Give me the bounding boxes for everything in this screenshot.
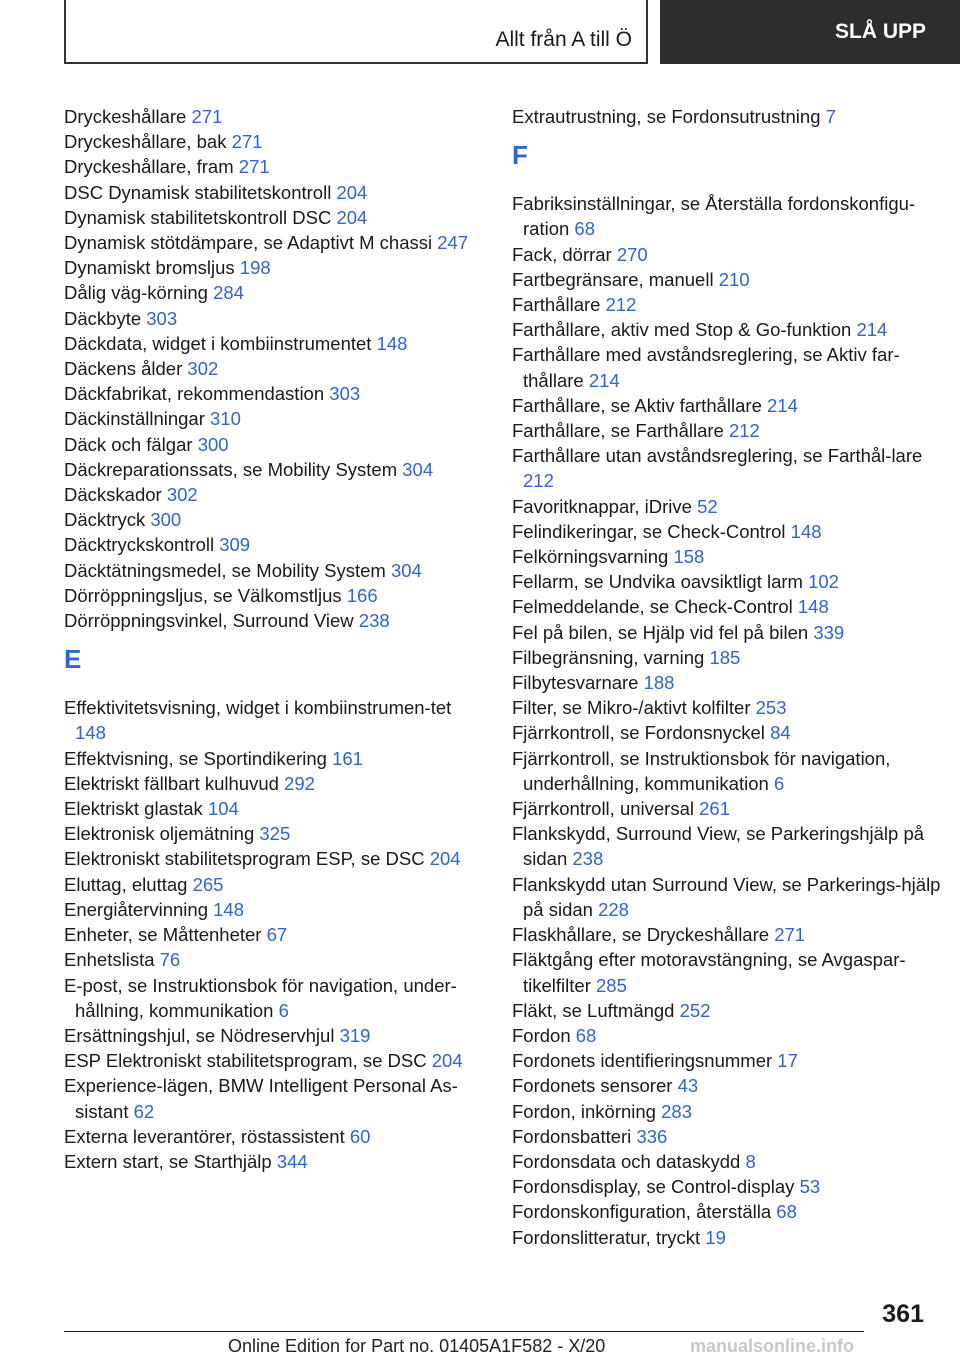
page-link[interactable]: 148 bbox=[75, 722, 106, 744]
watermark: manualsonline.info bbox=[690, 1336, 855, 1356]
index-term: Fordonsbatteri bbox=[512, 1125, 632, 1147]
index-entry bbox=[64, 947, 484, 972]
index-term: Däckreparationssats, se Mobility System bbox=[64, 458, 398, 480]
index-entry bbox=[64, 280, 484, 305]
index-entry bbox=[512, 1048, 942, 1073]
page-link[interactable]: 271 bbox=[231, 131, 263, 153]
index-term: Däcktätningsmedel, se Mobility System bbox=[64, 559, 386, 581]
index-term: Eluttag, eluttag bbox=[64, 873, 188, 895]
index-term: E-post, se Instruktionsbok för navigation, under-hållning, kommunikation bbox=[64, 974, 457, 1021]
index-entry bbox=[64, 507, 484, 532]
index-term: Dryckeshållare, fram bbox=[64, 156, 234, 178]
index-entry bbox=[64, 973, 484, 1023]
index-term: Däckdata, widget i kombiinstrumentet bbox=[64, 332, 372, 354]
index-term: Dörröppningsvinkel, Surround View bbox=[64, 610, 354, 632]
index-entry bbox=[512, 267, 942, 292]
index-entry bbox=[64, 872, 484, 897]
index-term: Elektriskt fällbart kulhuvud bbox=[64, 772, 279, 794]
index-term: Fabriksinställningar, se Återställa fordonskonfigu-ration bbox=[512, 193, 916, 240]
section-letter: F bbox=[512, 140, 528, 171]
index-entry bbox=[512, 872, 942, 922]
page-link[interactable]: 304 bbox=[390, 559, 422, 581]
page-link[interactable]: 6 bbox=[278, 999, 289, 1021]
index-entry bbox=[512, 1124, 942, 1149]
index-entry bbox=[64, 482, 484, 507]
page-link[interactable]: 319 bbox=[339, 1024, 371, 1046]
index-entry bbox=[512, 821, 942, 871]
index-entry bbox=[512, 670, 942, 695]
index-term: Dålig väg-körning bbox=[64, 282, 208, 304]
page-link[interactable]: 17 bbox=[777, 1050, 798, 1072]
page-link[interactable]: 212 bbox=[728, 420, 760, 442]
page-link[interactable]: 271 bbox=[774, 924, 806, 946]
index-term: Däckinställningar bbox=[64, 408, 205, 430]
index-entry bbox=[64, 129, 484, 154]
index-term: Flankskydd utan Surround View, se Parkerings-hjälp på sidan bbox=[512, 873, 941, 920]
page-link[interactable]: 339 bbox=[813, 621, 845, 643]
index-term: Energiåtervinning bbox=[64, 898, 208, 920]
index-term: Fordonsdata och dataskydd bbox=[512, 1150, 741, 1172]
index-term: Farthållare bbox=[512, 294, 601, 316]
index-entry bbox=[512, 1023, 942, 1048]
index-entry bbox=[64, 897, 484, 922]
index-term: Dörröppningsljus, se Välkomstljus bbox=[64, 584, 342, 606]
index-term: Filbegränsning, varning bbox=[512, 646, 705, 668]
page-link[interactable]: 283 bbox=[661, 1100, 692, 1122]
page-link[interactable]: 43 bbox=[677, 1075, 699, 1097]
page-link[interactable]: 212 bbox=[523, 470, 554, 492]
page-link[interactable]: 188 bbox=[643, 672, 675, 694]
page-link[interactable]: 302 bbox=[166, 484, 198, 506]
index-term: Fläktgång efter motoravstängning, se Avgaspar-tikelfilter bbox=[512, 949, 906, 996]
page-link[interactable]: 76 bbox=[159, 949, 181, 971]
index-term: Däck och fälgar bbox=[64, 433, 193, 455]
index-entry bbox=[512, 645, 942, 670]
lookup-button[interactable]: SLÅ UPP bbox=[660, 0, 960, 64]
index-entry bbox=[512, 317, 942, 342]
index-term: Effektvisning, se Sportindikering bbox=[64, 747, 327, 769]
index-entry bbox=[64, 180, 484, 205]
index-term: Enheter, se Måttenheter bbox=[64, 924, 262, 946]
index-entry bbox=[64, 1048, 484, 1073]
page-link[interactable]: 53 bbox=[799, 1176, 821, 1198]
page-link[interactable]: 68 bbox=[574, 218, 595, 240]
index-entry bbox=[512, 922, 942, 947]
index-term: Fläkt, se Luftmängd bbox=[512, 999, 675, 1021]
page-link[interactable]: 300 bbox=[197, 433, 229, 455]
edition-text: Online Edition for Part no. 01405A1F582 - X/20 bbox=[228, 1336, 606, 1356]
page-link[interactable]: 214 bbox=[856, 319, 888, 341]
page-link[interactable]: 344 bbox=[276, 1150, 308, 1172]
index-entry bbox=[64, 457, 484, 482]
index-entry bbox=[64, 796, 484, 821]
header-tab-frame bbox=[64, 0, 648, 64]
index-column-left bbox=[64, 104, 484, 1174]
index-term: Dynamisk stötdämpare, se Adaptivt M chassi bbox=[64, 232, 433, 254]
index-entry bbox=[64, 255, 484, 280]
index-term: Fellarm, se Undvika oavsiktligt larm bbox=[512, 571, 803, 593]
index-entry bbox=[512, 292, 942, 317]
page-link[interactable]: 212 bbox=[605, 294, 637, 316]
index-entry bbox=[512, 594, 942, 619]
index-term: Farthållare, se Aktiv farthållare bbox=[512, 394, 762, 416]
index-term: Fordonets identifieringsnummer bbox=[512, 1050, 773, 1072]
header-tab-label: Allt från A till Ö bbox=[495, 28, 632, 51]
index-entry bbox=[512, 242, 942, 267]
index-entry bbox=[64, 406, 484, 431]
page-link[interactable]: 204 bbox=[431, 1050, 463, 1072]
index-entry bbox=[512, 418, 942, 443]
index-term: ESP Elektroniskt stabilitetsprogram, se DSC bbox=[64, 1050, 427, 1072]
index-entry bbox=[64, 104, 484, 129]
index-entry bbox=[512, 443, 942, 493]
index-term: Dryckeshållare, bak bbox=[64, 131, 227, 153]
index-term: Dryckeshållare bbox=[64, 106, 187, 127]
index-term: Experience-lägen, BMW Intelligent Personal As-sistant bbox=[64, 1075, 458, 1122]
page-link[interactable]: 253 bbox=[755, 697, 787, 719]
index-entry bbox=[512, 947, 942, 997]
index-term: Farthållare, se Farthållare bbox=[512, 420, 724, 442]
page-link[interactable]: 161 bbox=[332, 747, 363, 769]
index-term: Elektriskt glastak bbox=[64, 798, 203, 820]
index-entry bbox=[64, 306, 484, 331]
page-link[interactable]: 7 bbox=[825, 106, 836, 127]
index-term: Fel på bilen, se Hjälp vid fel på bilen bbox=[512, 621, 809, 643]
index-entry bbox=[512, 519, 942, 544]
page-link[interactable]: 310 bbox=[210, 408, 241, 430]
page-link[interactable]: 204 bbox=[336, 181, 368, 203]
page-link[interactable]: 102 bbox=[808, 571, 839, 593]
index-entry bbox=[64, 356, 484, 381]
page-link[interactable]: 204 bbox=[336, 206, 368, 228]
index-entry bbox=[64, 821, 484, 846]
index-entry bbox=[512, 1225, 942, 1250]
page-link[interactable]: 210 bbox=[718, 268, 750, 290]
page-link[interactable]: 238 bbox=[358, 610, 390, 632]
index-term: Dynamisk stabilitetskontroll DSC bbox=[64, 206, 332, 228]
index-term: Elektroniskt stabilitetsprogram ESP, se DSC bbox=[64, 848, 425, 870]
page-link[interactable]: 252 bbox=[679, 999, 711, 1021]
page-link[interactable]: 302 bbox=[187, 358, 219, 380]
index-entry bbox=[64, 846, 484, 871]
index-term: Däckfabrikat, rekommendastion bbox=[64, 383, 325, 405]
index-term: Farthållare, aktiv med Stop & Go-funktion bbox=[512, 319, 852, 341]
page-link[interactable]: 19 bbox=[705, 1226, 726, 1248]
index-term: Extrautrustning, se Fordonsutrustning bbox=[512, 106, 821, 127]
page-link[interactable]: 284 bbox=[213, 282, 244, 304]
index-term: Fjärrkontroll, universal bbox=[512, 798, 694, 820]
page-link[interactable]: 214 bbox=[767, 394, 798, 416]
index-entry bbox=[512, 720, 942, 745]
index-term: Däckens ålder bbox=[64, 358, 183, 380]
index-entry bbox=[64, 608, 484, 633]
page-link[interactable]: 271 bbox=[238, 156, 270, 178]
page-number: 361 bbox=[882, 1300, 924, 1328]
page-link[interactable]: 270 bbox=[616, 243, 648, 265]
index-entry bbox=[512, 1149, 942, 1174]
page-link[interactable]: 8 bbox=[745, 1150, 756, 1172]
page-link[interactable]: 148 bbox=[213, 898, 244, 920]
index-entry bbox=[512, 695, 942, 720]
page-link[interactable]: 104 bbox=[207, 798, 239, 820]
index-entry bbox=[64, 154, 484, 179]
index-term: Filbytesvarnare bbox=[512, 672, 639, 694]
index-term: Externa leverantörer, röstassistent bbox=[64, 1125, 345, 1147]
index-term: Farthållare med avståndsreglering, se Aktiv far-thållare bbox=[512, 344, 900, 391]
index-term: Extern start, se Starthjälp bbox=[64, 1150, 272, 1172]
index-entry bbox=[64, 1149, 484, 1174]
index-term: Flankskydd, Surround View, se Parkeringshjälp på sidan bbox=[512, 823, 925, 870]
index-entry bbox=[64, 1124, 484, 1149]
index-term: Fordonslitteratur, tryckt bbox=[512, 1226, 701, 1248]
index-term: Fordon, inkörning bbox=[512, 1100, 656, 1122]
index-entry bbox=[64, 205, 484, 230]
page-link[interactable]: 62 bbox=[133, 1100, 155, 1122]
index-term: Fordon bbox=[512, 1024, 571, 1046]
index-entry bbox=[512, 796, 942, 821]
page-link[interactable]: 228 bbox=[598, 898, 629, 920]
page-link[interactable]: 68 bbox=[776, 1201, 797, 1223]
index-entry bbox=[64, 532, 484, 557]
index-entry bbox=[512, 191, 942, 241]
index-entry bbox=[512, 1199, 942, 1224]
index-term: Favoritknappar, iDrive bbox=[512, 495, 692, 517]
index-term: Däcktryckskontroll bbox=[64, 534, 215, 556]
page-link[interactable]: 336 bbox=[636, 1125, 668, 1147]
index-entry bbox=[512, 1073, 942, 1098]
index-entry bbox=[512, 746, 942, 796]
index-entry bbox=[512, 620, 942, 645]
index-term: Felkörningsvarning bbox=[512, 546, 669, 568]
page-link[interactable]: 148 bbox=[376, 332, 408, 354]
index-term: Fack, dörrar bbox=[512, 243, 612, 265]
page-link[interactable]: 52 bbox=[697, 495, 718, 517]
page-link[interactable]: 214 bbox=[588, 369, 620, 391]
page-link[interactable]: 158 bbox=[673, 546, 705, 568]
page-link[interactable]: 303 bbox=[146, 307, 178, 329]
index-entry bbox=[512, 1099, 942, 1124]
page-link[interactable]: 304 bbox=[402, 458, 434, 480]
index-term: Filter, se Mikro-/aktivt kolfilter bbox=[512, 697, 751, 719]
index-term: Fjärrkontroll, se Fordonsnyckel bbox=[512, 722, 765, 744]
page-link[interactable]: 166 bbox=[346, 584, 378, 606]
index-entry bbox=[64, 771, 484, 796]
index-term: Dynamiskt bromsljus bbox=[64, 257, 235, 279]
index-entry bbox=[512, 1174, 942, 1199]
index-term: Ersättningshjul, se Nödreservhjul bbox=[64, 1024, 335, 1046]
index-entry bbox=[512, 569, 942, 594]
index-term: Däckskador bbox=[64, 484, 162, 506]
index-entry bbox=[512, 104, 942, 129]
index-term: Felmeddelande, se Check-Control bbox=[512, 596, 793, 618]
page-link[interactable]: 303 bbox=[329, 383, 361, 405]
index-entry bbox=[64, 331, 484, 356]
index-entry bbox=[64, 1023, 484, 1048]
page-link[interactable]: 185 bbox=[709, 646, 741, 668]
section-letter: E bbox=[64, 644, 82, 675]
page-link[interactable]: 6 bbox=[773, 772, 785, 794]
index-entry bbox=[512, 393, 942, 418]
index-term: Farthållare utan avståndsreglering, se Farthål-lare bbox=[512, 445, 923, 467]
page-link[interactable]: 148 bbox=[790, 520, 822, 542]
index-term: DSC Dynamisk stabilitetskontroll bbox=[64, 181, 332, 203]
index-term: Fordonets sensorer bbox=[512, 1075, 673, 1097]
index-entry bbox=[64, 695, 484, 745]
index-column-right bbox=[512, 104, 942, 1250]
page-link[interactable]: 84 bbox=[770, 722, 791, 744]
index-entry bbox=[64, 230, 484, 255]
index-term: Däcktryck bbox=[64, 509, 146, 531]
page-link[interactable]: 325 bbox=[259, 823, 291, 845]
index-term: Däckbyte bbox=[64, 307, 142, 329]
index-entry bbox=[64, 922, 484, 947]
page-link[interactable]: 300 bbox=[150, 509, 182, 531]
page-link[interactable]: 238 bbox=[572, 848, 604, 870]
index-term: Effektivitetsvisning, widget i kombiinstrumen-tet bbox=[64, 697, 452, 719]
page-link[interactable]: 271 bbox=[191, 106, 223, 127]
page-link[interactable]: 309 bbox=[219, 534, 251, 556]
page-link[interactable]: 148 bbox=[797, 596, 829, 618]
index-entry bbox=[64, 1073, 484, 1123]
index-entry bbox=[512, 342, 942, 392]
page-link[interactable]: 198 bbox=[239, 257, 271, 279]
page-link[interactable]: 68 bbox=[575, 1024, 597, 1046]
page-link[interactable]: 204 bbox=[429, 848, 461, 870]
index-term: Felindikeringar, se Check-Control bbox=[512, 520, 786, 542]
footer-divider bbox=[64, 1331, 864, 1332]
index-entry bbox=[64, 432, 484, 457]
index-entry bbox=[64, 583, 484, 608]
index-term: Fartbegränsare, manuell bbox=[512, 268, 714, 290]
index-term: Fordonskonfiguration, återställa bbox=[512, 1201, 772, 1223]
index-entry bbox=[512, 494, 942, 519]
page-link[interactable]: 247 bbox=[437, 232, 469, 254]
index-term: Enhetslista bbox=[64, 949, 155, 971]
index-term: Fjärrkontroll, se Instruktionsbok för navigation, underhållning, kommunikation bbox=[512, 747, 891, 794]
index-entry bbox=[64, 558, 484, 583]
page-link[interactable]: 67 bbox=[266, 924, 288, 946]
page-link[interactable]: 292 bbox=[284, 772, 315, 794]
index-entry bbox=[512, 998, 942, 1023]
page-link[interactable]: 285 bbox=[596, 974, 627, 996]
index-entry bbox=[512, 544, 942, 569]
page-link[interactable]: 261 bbox=[699, 798, 730, 820]
index-entry bbox=[64, 746, 484, 771]
page-link[interactable]: 60 bbox=[349, 1125, 371, 1147]
index-term: Elektronisk oljemätning bbox=[64, 823, 255, 845]
index-term: Flaskhållare, se Dryckeshållare bbox=[512, 924, 770, 946]
page-link[interactable]: 265 bbox=[192, 873, 224, 895]
index-entry bbox=[64, 381, 484, 406]
index-term: Fordonsdisplay, se Control-display bbox=[512, 1176, 795, 1198]
